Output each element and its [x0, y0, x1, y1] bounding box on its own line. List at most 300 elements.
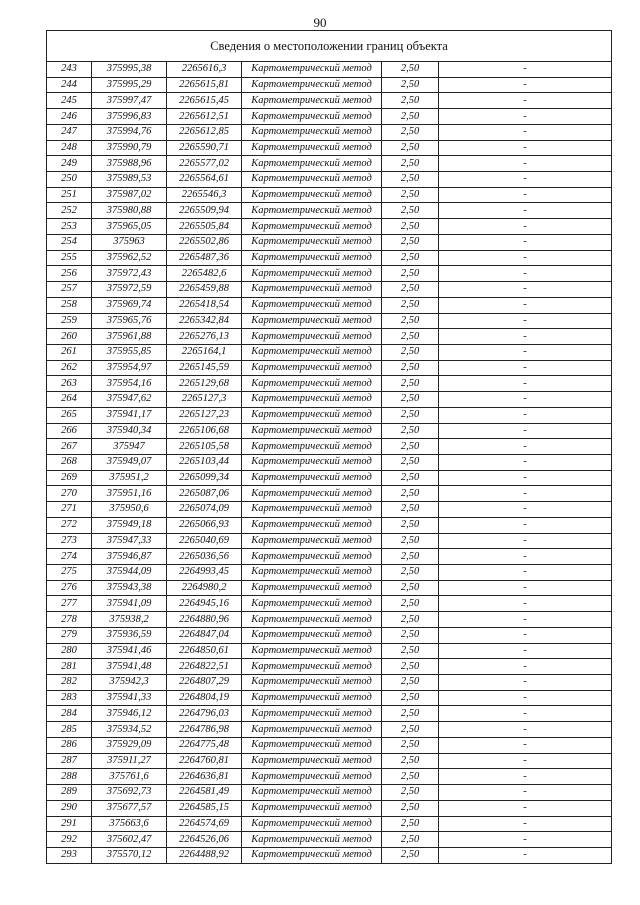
precision-cell: 2,50 — [382, 517, 439, 533]
method-cell: Картометрический метод — [242, 250, 382, 266]
precision-cell: 2,50 — [382, 502, 439, 518]
precision-cell: 2,50 — [382, 533, 439, 549]
note-cell: - — [439, 785, 612, 801]
method-cell: Картометрический метод — [242, 596, 382, 612]
coord-x-cell: 375949,18 — [92, 517, 167, 533]
table-row — [47, 753, 612, 769]
precision-cell: 2,50 — [382, 234, 439, 250]
precision-cell: 2,50 — [382, 360, 439, 376]
point-number-cell: 250 — [47, 172, 92, 188]
method-cell: Картометрический метод — [242, 282, 382, 298]
table-row — [47, 329, 612, 345]
point-number-cell: 282 — [47, 675, 92, 691]
coord-x-cell: 375965,05 — [92, 219, 167, 235]
coord-y-cell: 2264760,81 — [167, 753, 242, 769]
coord-y-cell: 2265505,84 — [167, 219, 242, 235]
coord-x-cell: 375946,87 — [92, 549, 167, 565]
coord-x-cell: 375965,76 — [92, 313, 167, 329]
note-cell: - — [439, 753, 612, 769]
coord-x-cell: 375954,97 — [92, 360, 167, 376]
coord-y-cell: 2265074,09 — [167, 502, 242, 518]
coord-x-cell: 375963 — [92, 234, 167, 250]
method-cell: Картометрический метод — [242, 439, 382, 455]
method-cell: Картометрический метод — [242, 219, 382, 235]
coord-x-cell: 375995,29 — [92, 77, 167, 93]
note-cell: - — [439, 297, 612, 313]
note-cell: - — [439, 250, 612, 266]
table-row — [47, 297, 612, 313]
coord-x-cell: 375972,43 — [92, 266, 167, 282]
table-row — [47, 93, 612, 109]
precision-cell: 2,50 — [382, 596, 439, 612]
coord-x-cell: 375942,3 — [92, 675, 167, 691]
precision-cell: 2,50 — [382, 297, 439, 313]
point-number-cell: 270 — [47, 486, 92, 502]
method-cell: Картометрический метод — [242, 502, 382, 518]
point-number-cell: 268 — [47, 454, 92, 470]
coord-y-cell: 2264945,16 — [167, 596, 242, 612]
point-number-cell: 261 — [47, 344, 92, 360]
table-row — [47, 580, 612, 596]
coord-x-cell: 375947 — [92, 439, 167, 455]
table-row — [47, 109, 612, 125]
method-cell: Картометрический метод — [242, 172, 382, 188]
precision-cell: 2,50 — [382, 706, 439, 722]
method-cell: Картометрический метод — [242, 769, 382, 785]
point-number-cell: 247 — [47, 124, 92, 140]
coord-y-cell: 2265615,81 — [167, 77, 242, 93]
coord-y-cell: 2264526,06 — [167, 832, 242, 848]
table-row — [47, 502, 612, 518]
method-cell: Картометрический метод — [242, 77, 382, 93]
coord-x-cell: 375941,09 — [92, 596, 167, 612]
coord-y-cell: 2265482,6 — [167, 266, 242, 282]
coord-x-cell: 375962,52 — [92, 250, 167, 266]
note-cell: - — [439, 234, 612, 250]
precision-cell: 2,50 — [382, 329, 439, 345]
coord-x-cell: 375947,62 — [92, 392, 167, 408]
point-number-cell: 267 — [47, 439, 92, 455]
coord-y-cell: 2265276,13 — [167, 329, 242, 345]
point-number-cell: 271 — [47, 502, 92, 518]
coord-x-cell: 375980,88 — [92, 203, 167, 219]
method-cell: Картометрический метод — [242, 313, 382, 329]
point-number-cell: 258 — [47, 297, 92, 313]
coord-y-cell: 2265615,45 — [167, 93, 242, 109]
coord-x-cell: 375955,85 — [92, 344, 167, 360]
coord-y-cell: 2265066,93 — [167, 517, 242, 533]
note-cell: - — [439, 219, 612, 235]
method-cell: Картометрический метод — [242, 627, 382, 643]
coord-y-cell: 2265509,94 — [167, 203, 242, 219]
method-cell: Картометрический метод — [242, 454, 382, 470]
coord-y-cell: 2265418,54 — [167, 297, 242, 313]
coord-y-cell: 2264636,81 — [167, 769, 242, 785]
coord-y-cell: 2264880,96 — [167, 612, 242, 628]
precision-cell: 2,50 — [382, 203, 439, 219]
table-row — [47, 266, 612, 282]
point-number-cell: 280 — [47, 643, 92, 659]
method-cell: Картометрический метод — [242, 690, 382, 706]
coord-y-cell: 2264980,2 — [167, 580, 242, 596]
table-row — [47, 690, 612, 706]
precision-cell: 2,50 — [382, 549, 439, 565]
precision-cell: 2,50 — [382, 470, 439, 486]
point-number-cell: 260 — [47, 329, 92, 345]
note-cell: - — [439, 187, 612, 203]
note-cell: - — [439, 470, 612, 486]
note-cell: - — [439, 124, 612, 140]
coord-x-cell: 375761,6 — [92, 769, 167, 785]
table-row — [47, 627, 612, 643]
note-cell: - — [439, 816, 612, 832]
note-cell: - — [439, 769, 612, 785]
coord-y-cell: 2265040,69 — [167, 533, 242, 549]
table-row — [47, 423, 612, 439]
note-cell: - — [439, 549, 612, 565]
point-number-cell: 284 — [47, 706, 92, 722]
precision-cell: 2,50 — [382, 690, 439, 706]
note-cell: - — [439, 172, 612, 188]
note-cell: - — [439, 737, 612, 753]
note-cell: - — [439, 77, 612, 93]
table-row — [47, 470, 612, 486]
note-cell: - — [439, 580, 612, 596]
coord-y-cell: 2265164,1 — [167, 344, 242, 360]
table-row — [47, 785, 612, 801]
coord-x-cell: 375994,76 — [92, 124, 167, 140]
coord-y-cell: 2264585,15 — [167, 800, 242, 816]
precision-cell: 2,50 — [382, 785, 439, 801]
coord-x-cell: 375941,33 — [92, 690, 167, 706]
precision-cell: 2,50 — [382, 439, 439, 455]
note-cell: - — [439, 266, 612, 282]
note-cell: - — [439, 690, 612, 706]
table-row — [47, 533, 612, 549]
method-cell: Картометрический метод — [242, 800, 382, 816]
coord-y-cell: 2265590,71 — [167, 140, 242, 156]
point-number-cell: 253 — [47, 219, 92, 235]
note-cell: - — [439, 643, 612, 659]
method-cell: Картометрический метод — [242, 392, 382, 408]
table-row — [47, 722, 612, 738]
coord-y-cell: 2265459,88 — [167, 282, 242, 298]
point-number-cell: 245 — [47, 93, 92, 109]
point-number-cell: 275 — [47, 565, 92, 581]
coord-y-cell: 2264775,48 — [167, 737, 242, 753]
point-number-cell: 244 — [47, 77, 92, 93]
precision-cell: 2,50 — [382, 156, 439, 172]
point-number-cell: 249 — [47, 156, 92, 172]
coord-y-cell: 2264786,98 — [167, 722, 242, 738]
method-cell: Картометрический метод — [242, 62, 382, 78]
table-row — [47, 565, 612, 581]
method-cell: Картометрический метод — [242, 93, 382, 109]
table-row — [47, 659, 612, 675]
coord-x-cell: 375989,53 — [92, 172, 167, 188]
table-row — [47, 832, 612, 848]
note-cell: - — [439, 832, 612, 848]
coord-y-cell: 2265106,68 — [167, 423, 242, 439]
method-cell: Картометрический метод — [242, 124, 382, 140]
coord-y-cell: 2264796,03 — [167, 706, 242, 722]
method-cell: Картометрический метод — [242, 376, 382, 392]
coord-x-cell: 375995,38 — [92, 62, 167, 78]
table-row — [47, 517, 612, 533]
coord-y-cell: 2265502,86 — [167, 234, 242, 250]
table-row — [47, 360, 612, 376]
coord-x-cell: 375950,6 — [92, 502, 167, 518]
coord-x-cell: 375941,46 — [92, 643, 167, 659]
coord-x-cell: 375934,52 — [92, 722, 167, 738]
point-number-cell: 277 — [47, 596, 92, 612]
precision-cell: 2,50 — [382, 722, 439, 738]
table-row — [47, 392, 612, 408]
method-cell: Картометрический метод — [242, 659, 382, 675]
method-cell: Картометрический метод — [242, 423, 382, 439]
point-number-cell: 256 — [47, 266, 92, 282]
table-row — [47, 77, 612, 93]
precision-cell: 2,50 — [382, 753, 439, 769]
coord-x-cell: 375951,16 — [92, 486, 167, 502]
precision-cell: 2,50 — [382, 140, 439, 156]
point-number-cell: 290 — [47, 800, 92, 816]
precision-cell: 2,50 — [382, 486, 439, 502]
point-number-cell: 289 — [47, 785, 92, 801]
coord-y-cell: 2265127,3 — [167, 392, 242, 408]
note-cell: - — [439, 565, 612, 581]
method-cell: Картометрический метод — [242, 785, 382, 801]
coord-y-cell: 2264847,04 — [167, 627, 242, 643]
precision-cell: 2,50 — [382, 266, 439, 282]
point-number-cell: 269 — [47, 470, 92, 486]
table-title-row — [47, 31, 612, 62]
precision-cell: 2,50 — [382, 250, 439, 266]
coord-x-cell: 375990,79 — [92, 140, 167, 156]
method-cell: Картометрический метод — [242, 612, 382, 628]
method-cell: Картометрический метод — [242, 722, 382, 738]
precision-cell: 2,50 — [382, 124, 439, 140]
precision-cell: 2,50 — [382, 93, 439, 109]
table-row — [47, 282, 612, 298]
coord-y-cell: 2265127,23 — [167, 407, 242, 423]
table-row — [47, 407, 612, 423]
note-cell: - — [439, 360, 612, 376]
note-cell: - — [439, 454, 612, 470]
table-row — [47, 203, 612, 219]
precision-cell: 2,50 — [382, 659, 439, 675]
method-cell: Картометрический метод — [242, 816, 382, 832]
point-number-cell: 264 — [47, 392, 92, 408]
method-cell: Картометрический метод — [242, 234, 382, 250]
table-row — [47, 737, 612, 753]
note-cell: - — [439, 93, 612, 109]
coord-y-cell: 2264488,92 — [167, 847, 242, 863]
method-cell: Картометрический метод — [242, 737, 382, 753]
precision-cell: 2,50 — [382, 769, 439, 785]
method-cell: Картометрический метод — [242, 187, 382, 203]
coord-y-cell: 2265105,58 — [167, 439, 242, 455]
method-cell: Картометрический метод — [242, 470, 382, 486]
coord-y-cell: 2264993,45 — [167, 565, 242, 581]
precision-cell: 2,50 — [382, 344, 439, 360]
coord-y-cell: 2265036,56 — [167, 549, 242, 565]
method-cell: Картометрический метод — [242, 517, 382, 533]
precision-cell: 2,50 — [382, 832, 439, 848]
coord-y-cell: 2264822,51 — [167, 659, 242, 675]
coord-x-cell: 375929,09 — [92, 737, 167, 753]
point-number-cell: 287 — [47, 753, 92, 769]
coord-y-cell: 2265577,02 — [167, 156, 242, 172]
coord-x-cell: 375987,02 — [92, 187, 167, 203]
table-body — [47, 62, 612, 864]
method-cell: Картометрический метод — [242, 580, 382, 596]
point-number-cell: 248 — [47, 140, 92, 156]
note-cell: - — [439, 109, 612, 125]
point-number-cell: 252 — [47, 203, 92, 219]
precision-cell: 2,50 — [382, 376, 439, 392]
method-cell: Картометрический метод — [242, 565, 382, 581]
point-number-cell: 257 — [47, 282, 92, 298]
precision-cell: 2,50 — [382, 737, 439, 753]
precision-cell: 2,50 — [382, 219, 439, 235]
coord-x-cell: 375997,47 — [92, 93, 167, 109]
point-number-cell: 259 — [47, 313, 92, 329]
note-cell: - — [439, 847, 612, 863]
coord-y-cell: 2264804,19 — [167, 690, 242, 706]
method-cell: Картометрический метод — [242, 344, 382, 360]
table-row — [47, 219, 612, 235]
note-cell: - — [439, 627, 612, 643]
method-cell: Картометрический метод — [242, 203, 382, 219]
precision-cell: 2,50 — [382, 454, 439, 470]
note-cell: - — [439, 423, 612, 439]
table-row — [47, 549, 612, 565]
point-number-cell: 285 — [47, 722, 92, 738]
point-number-cell: 288 — [47, 769, 92, 785]
method-cell: Картометрический метод — [242, 407, 382, 423]
point-number-cell: 273 — [47, 533, 92, 549]
method-cell: Картометрический метод — [242, 329, 382, 345]
precision-cell: 2,50 — [382, 172, 439, 188]
note-cell: - — [439, 140, 612, 156]
table-row — [47, 596, 612, 612]
precision-cell: 2,50 — [382, 612, 439, 628]
table-row — [47, 800, 612, 816]
precision-cell: 2,50 — [382, 407, 439, 423]
coord-y-cell: 2265487,36 — [167, 250, 242, 266]
coord-y-cell: 2265129,68 — [167, 376, 242, 392]
note-cell: - — [439, 282, 612, 298]
note-cell: - — [439, 706, 612, 722]
table-row — [47, 643, 612, 659]
table-row — [47, 124, 612, 140]
coord-x-cell: 375961,88 — [92, 329, 167, 345]
point-number-cell: 272 — [47, 517, 92, 533]
coord-x-cell: 375692,73 — [92, 785, 167, 801]
point-number-cell: 243 — [47, 62, 92, 78]
point-number-cell: 265 — [47, 407, 92, 423]
coord-x-cell: 375943,38 — [92, 580, 167, 596]
coord-x-cell: 375949,07 — [92, 454, 167, 470]
note-cell: - — [439, 439, 612, 455]
coord-x-cell: 375954,16 — [92, 376, 167, 392]
note-cell: - — [439, 313, 612, 329]
method-cell: Картометрический метод — [242, 109, 382, 125]
precision-cell: 2,50 — [382, 282, 439, 298]
precision-cell: 2,50 — [382, 423, 439, 439]
coord-y-cell: 2265546,3 — [167, 187, 242, 203]
precision-cell: 2,50 — [382, 800, 439, 816]
precision-cell: 2,50 — [382, 675, 439, 691]
method-cell: Картометрический метод — [242, 643, 382, 659]
precision-cell: 2,50 — [382, 109, 439, 125]
coord-x-cell: 375969,74 — [92, 297, 167, 313]
point-number-cell: 254 — [47, 234, 92, 250]
table-row — [47, 816, 612, 832]
table-row — [47, 156, 612, 172]
note-cell: - — [439, 533, 612, 549]
note-cell: - — [439, 722, 612, 738]
coord-x-cell: 375996,83 — [92, 109, 167, 125]
page-number: 90 — [313, 15, 327, 30]
method-cell: Картометрический метод — [242, 360, 382, 376]
point-number-cell: 262 — [47, 360, 92, 376]
note-cell: - — [439, 612, 612, 628]
point-number-cell: 263 — [47, 376, 92, 392]
point-number-cell: 246 — [47, 109, 92, 125]
coord-x-cell: 375988,96 — [92, 156, 167, 172]
table-row — [47, 172, 612, 188]
point-number-cell: 283 — [47, 690, 92, 706]
coord-x-cell: 375602,47 — [92, 832, 167, 848]
coord-y-cell: 2265612,51 — [167, 109, 242, 125]
precision-cell: 2,50 — [382, 627, 439, 643]
table-row — [47, 612, 612, 628]
method-cell: Картометрический метод — [242, 706, 382, 722]
note-cell: - — [439, 203, 612, 219]
coord-x-cell: 375944,09 — [92, 565, 167, 581]
coord-x-cell: 375570,12 — [92, 847, 167, 863]
table-row — [47, 847, 612, 863]
table-row — [47, 344, 612, 360]
table-row — [47, 486, 612, 502]
table-title: Сведения о местоположении границ объекта — [47, 31, 612, 62]
point-number-cell: 286 — [47, 737, 92, 753]
table-row — [47, 140, 612, 156]
precision-cell: 2,50 — [382, 643, 439, 659]
precision-cell: 2,50 — [382, 580, 439, 596]
coord-x-cell: 375936,59 — [92, 627, 167, 643]
method-cell: Картометрический метод — [242, 533, 382, 549]
coord-x-cell: 375941,17 — [92, 407, 167, 423]
coord-y-cell: 2264850,61 — [167, 643, 242, 659]
table-row — [47, 769, 612, 785]
note-cell: - — [439, 517, 612, 533]
precision-cell: 2,50 — [382, 187, 439, 203]
point-number-cell: 266 — [47, 423, 92, 439]
note-cell: - — [439, 376, 612, 392]
coord-y-cell: 2265616,3 — [167, 62, 242, 78]
note-cell: - — [439, 675, 612, 691]
note-cell: - — [439, 659, 612, 675]
boundary-coordinates-table — [46, 30, 612, 864]
method-cell: Картометрический метод — [242, 266, 382, 282]
precision-cell: 2,50 — [382, 77, 439, 93]
table-row — [47, 313, 612, 329]
coord-y-cell: 2265342,84 — [167, 313, 242, 329]
coord-y-cell: 2264807,29 — [167, 675, 242, 691]
